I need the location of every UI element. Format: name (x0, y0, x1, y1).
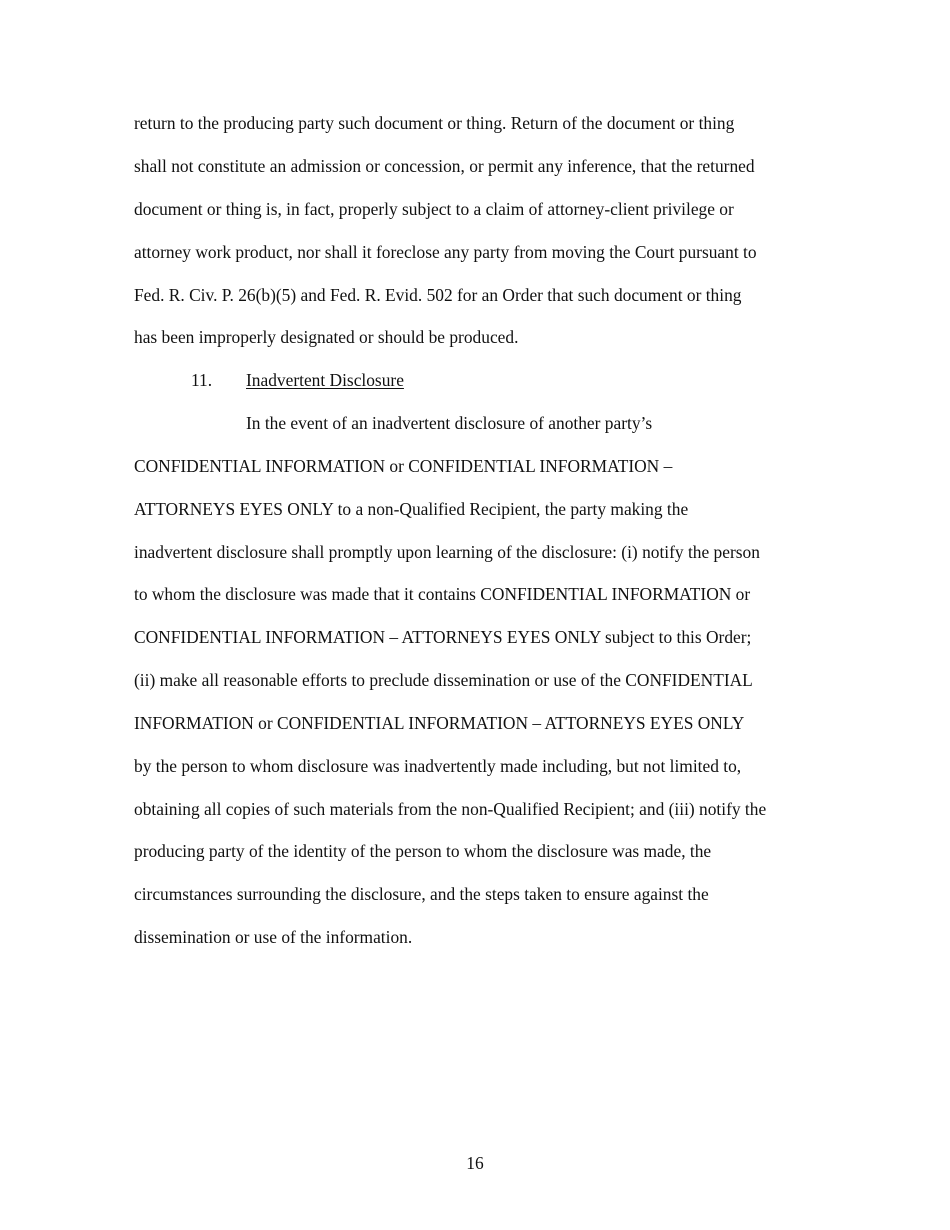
section-line: CONFIDENTIAL INFORMATION – ATTORNEYS EYES ONLY subject to this Order; (134, 627, 752, 647)
page-number: 16 (466, 1153, 484, 1173)
section-line: obtaining all copies of such materials from the non-Qualified Recipient; and (iii) notify the (134, 799, 767, 819)
section-line: to whom the disclosure was made that it contains CONFIDENTIAL INFORMATION or (134, 584, 751, 604)
section-line: dissemination or use of the information. (134, 927, 413, 947)
section-number: 11. (191, 370, 213, 390)
paragraph-line: shall not constitute an admission or concession, or permit any inference, that the returned (134, 156, 755, 176)
section-line: CONFIDENTIAL INFORMATION or CONFIDENTIAL INFORMATION – (134, 456, 673, 476)
section-line: producing party of the identity of the person to whom the disclosure was made, the (134, 841, 712, 861)
section-title: Inadvertent Disclosure (246, 370, 404, 390)
section-line: ATTORNEYS EYES ONLY to a non-Qualified Recipient, the party making the (134, 499, 689, 519)
paragraph-line: Fed. R. Civ. P. 26(b)(5) and Fed. R. Evid. 502 for an Order that such document or thing (134, 285, 742, 305)
paragraph-line: attorney work product, nor shall it foreclose any party from moving the Court pursuant to (134, 242, 757, 262)
section-line: INFORMATION or CONFIDENTIAL INFORMATION – ATTORNEYS EYES ONLY (134, 713, 745, 733)
section-line: In the event of an inadvertent disclosure of another party’s (246, 413, 653, 433)
section-line: circumstances surrounding the disclosure, and the steps taken to ensure against the (134, 884, 709, 904)
paragraph-line: document or thing is, in fact, properly subject to a claim of attorney-client privilege or (134, 199, 734, 219)
section-line: (ii) make all reasonable efforts to preclude dissemination or use of the CONFIDENTIAL (134, 670, 753, 690)
section-line: by the person to whom disclosure was inadvertently made including, but not limited to, (134, 756, 742, 776)
paragraph-line: has been improperly designated or should be produced. (134, 327, 519, 347)
section-line: inadvertent disclosure shall promptly upon learning of the disclosure: (i) notify the person (134, 542, 760, 562)
paragraph-line: return to the producing party such document or thing. Return of the document or thing (134, 113, 735, 133)
